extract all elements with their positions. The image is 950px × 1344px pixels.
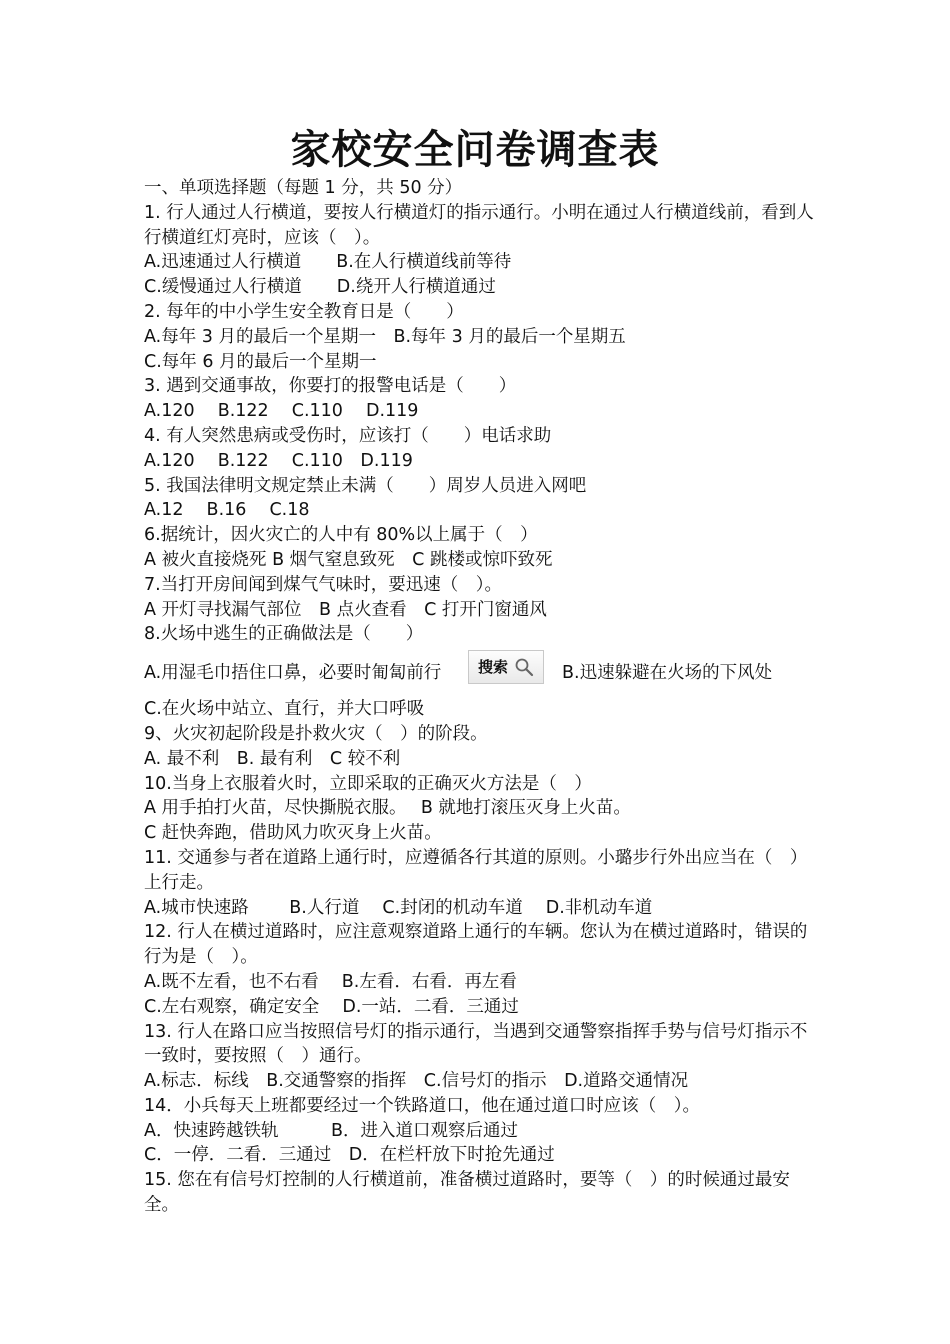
answer-options: A 开灯寻找漏气部位 B 点火查看 C 打开门窗通风 [144, 599, 547, 620]
section-heading: 一、单项选择题（每题 1 分，共 50 分） [144, 178, 463, 198]
answer-options: A.迅速通过人行横道 B.在人行横道线前等待 [144, 252, 512, 273]
answer-options: C.每年 6 月的最后一个星期一 [144, 351, 377, 372]
question-text: 5. 我国法律明文规定禁止未满（ ）周岁人员进入网吧 [144, 475, 587, 496]
answer-options: A.标志．标线 B.交通警察的指挥 C.信号灯的指示 D.道路交通情况 [144, 1071, 689, 1092]
search-button-label: 搜索 [477, 658, 508, 677]
magnifier-icon [514, 657, 534, 677]
question-8: 8.火场中逃生的正确做法是（ ） [144, 624, 424, 645]
answer-options: A.120 B.122 C.110 D.119 [144, 450, 413, 471]
answer-options: A.每年 3 月的最后一个星期一 B.每年 3 月的最后一个星期五 [144, 326, 626, 347]
question-text: 10.当身上衣服着火时，立即采取的正确灭火方法是（ ） [144, 773, 592, 794]
question-text: 6.据统计，因火灾亡的人中有 80%以上属于（ ） [144, 525, 538, 546]
question-text: 15. 您在有信号灯控制的人行横道前，准备横过道路时，要等（ ）的时候通过最安全。 [144, 1170, 790, 1216]
question-text: 7.当打开房间闻到煤气气味时，要迅速（ ）。 [144, 574, 502, 595]
question-text: 9、火灾初起阶段是扑救火灾（ ）的阶段。 [144, 723, 488, 744]
answer-options: A．快速跨越铁轨 B．进入道口观察后通过 [144, 1120, 518, 1141]
question-8-option-b: B.迅速躲避在火场的下风处 [562, 663, 773, 684]
answer-options: A.120 B.122 C.110 D.119 [144, 401, 419, 422]
question-8-option-c: C.在火场中站立、直行，并大口呼吸 [144, 699, 425, 720]
answer-options: C．一停．二看．三通过 D．在栏杆放下时抢先通过 [144, 1145, 555, 1166]
answer-options: A.城市快速路 B.人行道 C.封闭的机动车道 D.非机动车道 [144, 897, 653, 918]
answer-options: C.缓慢通过人行横道 D.绕开人行横道通过 [144, 277, 496, 298]
question-list-1 [144, 201, 814, 623]
question-text: 4. 有人突然患病或受伤时，应该打（ ）电话求助 [144, 425, 552, 446]
question-text: 11. 交通参与者在道路上通行时，应遵循各行其道的原则。小璐步行外出应当在（ ）上行走。 [144, 847, 808, 893]
answer-options: A 被火直接烧死 B 烟气窒息致死 C 跳楼或惊吓致死 [144, 549, 553, 570]
question-8-options-row [144, 650, 814, 697]
question-8-option-a: A.用湿毛巾捂住口鼻，必要时匍匐前行 [144, 663, 442, 684]
question-text: 13. 行人在路口应当按照信号灯的指示通行，当遇到交通警察指挥手势与信号灯指示不一致时，要按照（ ）通行。 [144, 1021, 808, 1067]
answer-options: C 赶快奔跑，借助风力吹灭身上火苗。 [144, 823, 442, 844]
question-text: 3. 遇到交通事故，你要打的报警电话是（ ） [144, 376, 517, 397]
page-title: 家校安全问卷调查表 [290, 126, 660, 173]
answer-options: A.既不左看，也不右看 B.左看．右看．再左看 [144, 971, 517, 992]
answer-options: A 用手拍打火苗，尽快撕脱衣服。 B 就地打滚压灭身上火苗。 [144, 798, 631, 819]
answer-options: A.12 B.16 C.18 [144, 500, 310, 521]
question-list-2 [144, 722, 814, 1218]
answer-options: C.左右观察，确定安全 D.一站．二看．三通过 [144, 996, 519, 1017]
questionnaire-body [144, 176, 814, 1218]
question-text: 1. 行人通过人行横道，要按人行横道灯的指示通行。小明在通过人行横道线前，看到人行横道红灯亮时，应该（ ）。 [144, 202, 814, 248]
question-text: 2. 每年的中小学生安全教育日是（ ） [144, 301, 464, 322]
answer-options: A. 最不利 B. 最有利 C 较不利 [144, 748, 401, 769]
search-button[interactable] [468, 650, 544, 684]
question-text: 12. 行人在横过道路时，应注意观察道路上通行的车辆。您认为在横过道路时，错误的行为是（ ）。 [144, 922, 808, 968]
question-text: 14．小兵每天上班都要经过一个铁路道口，他在通过道口时应该（ ）。 [144, 1095, 701, 1116]
